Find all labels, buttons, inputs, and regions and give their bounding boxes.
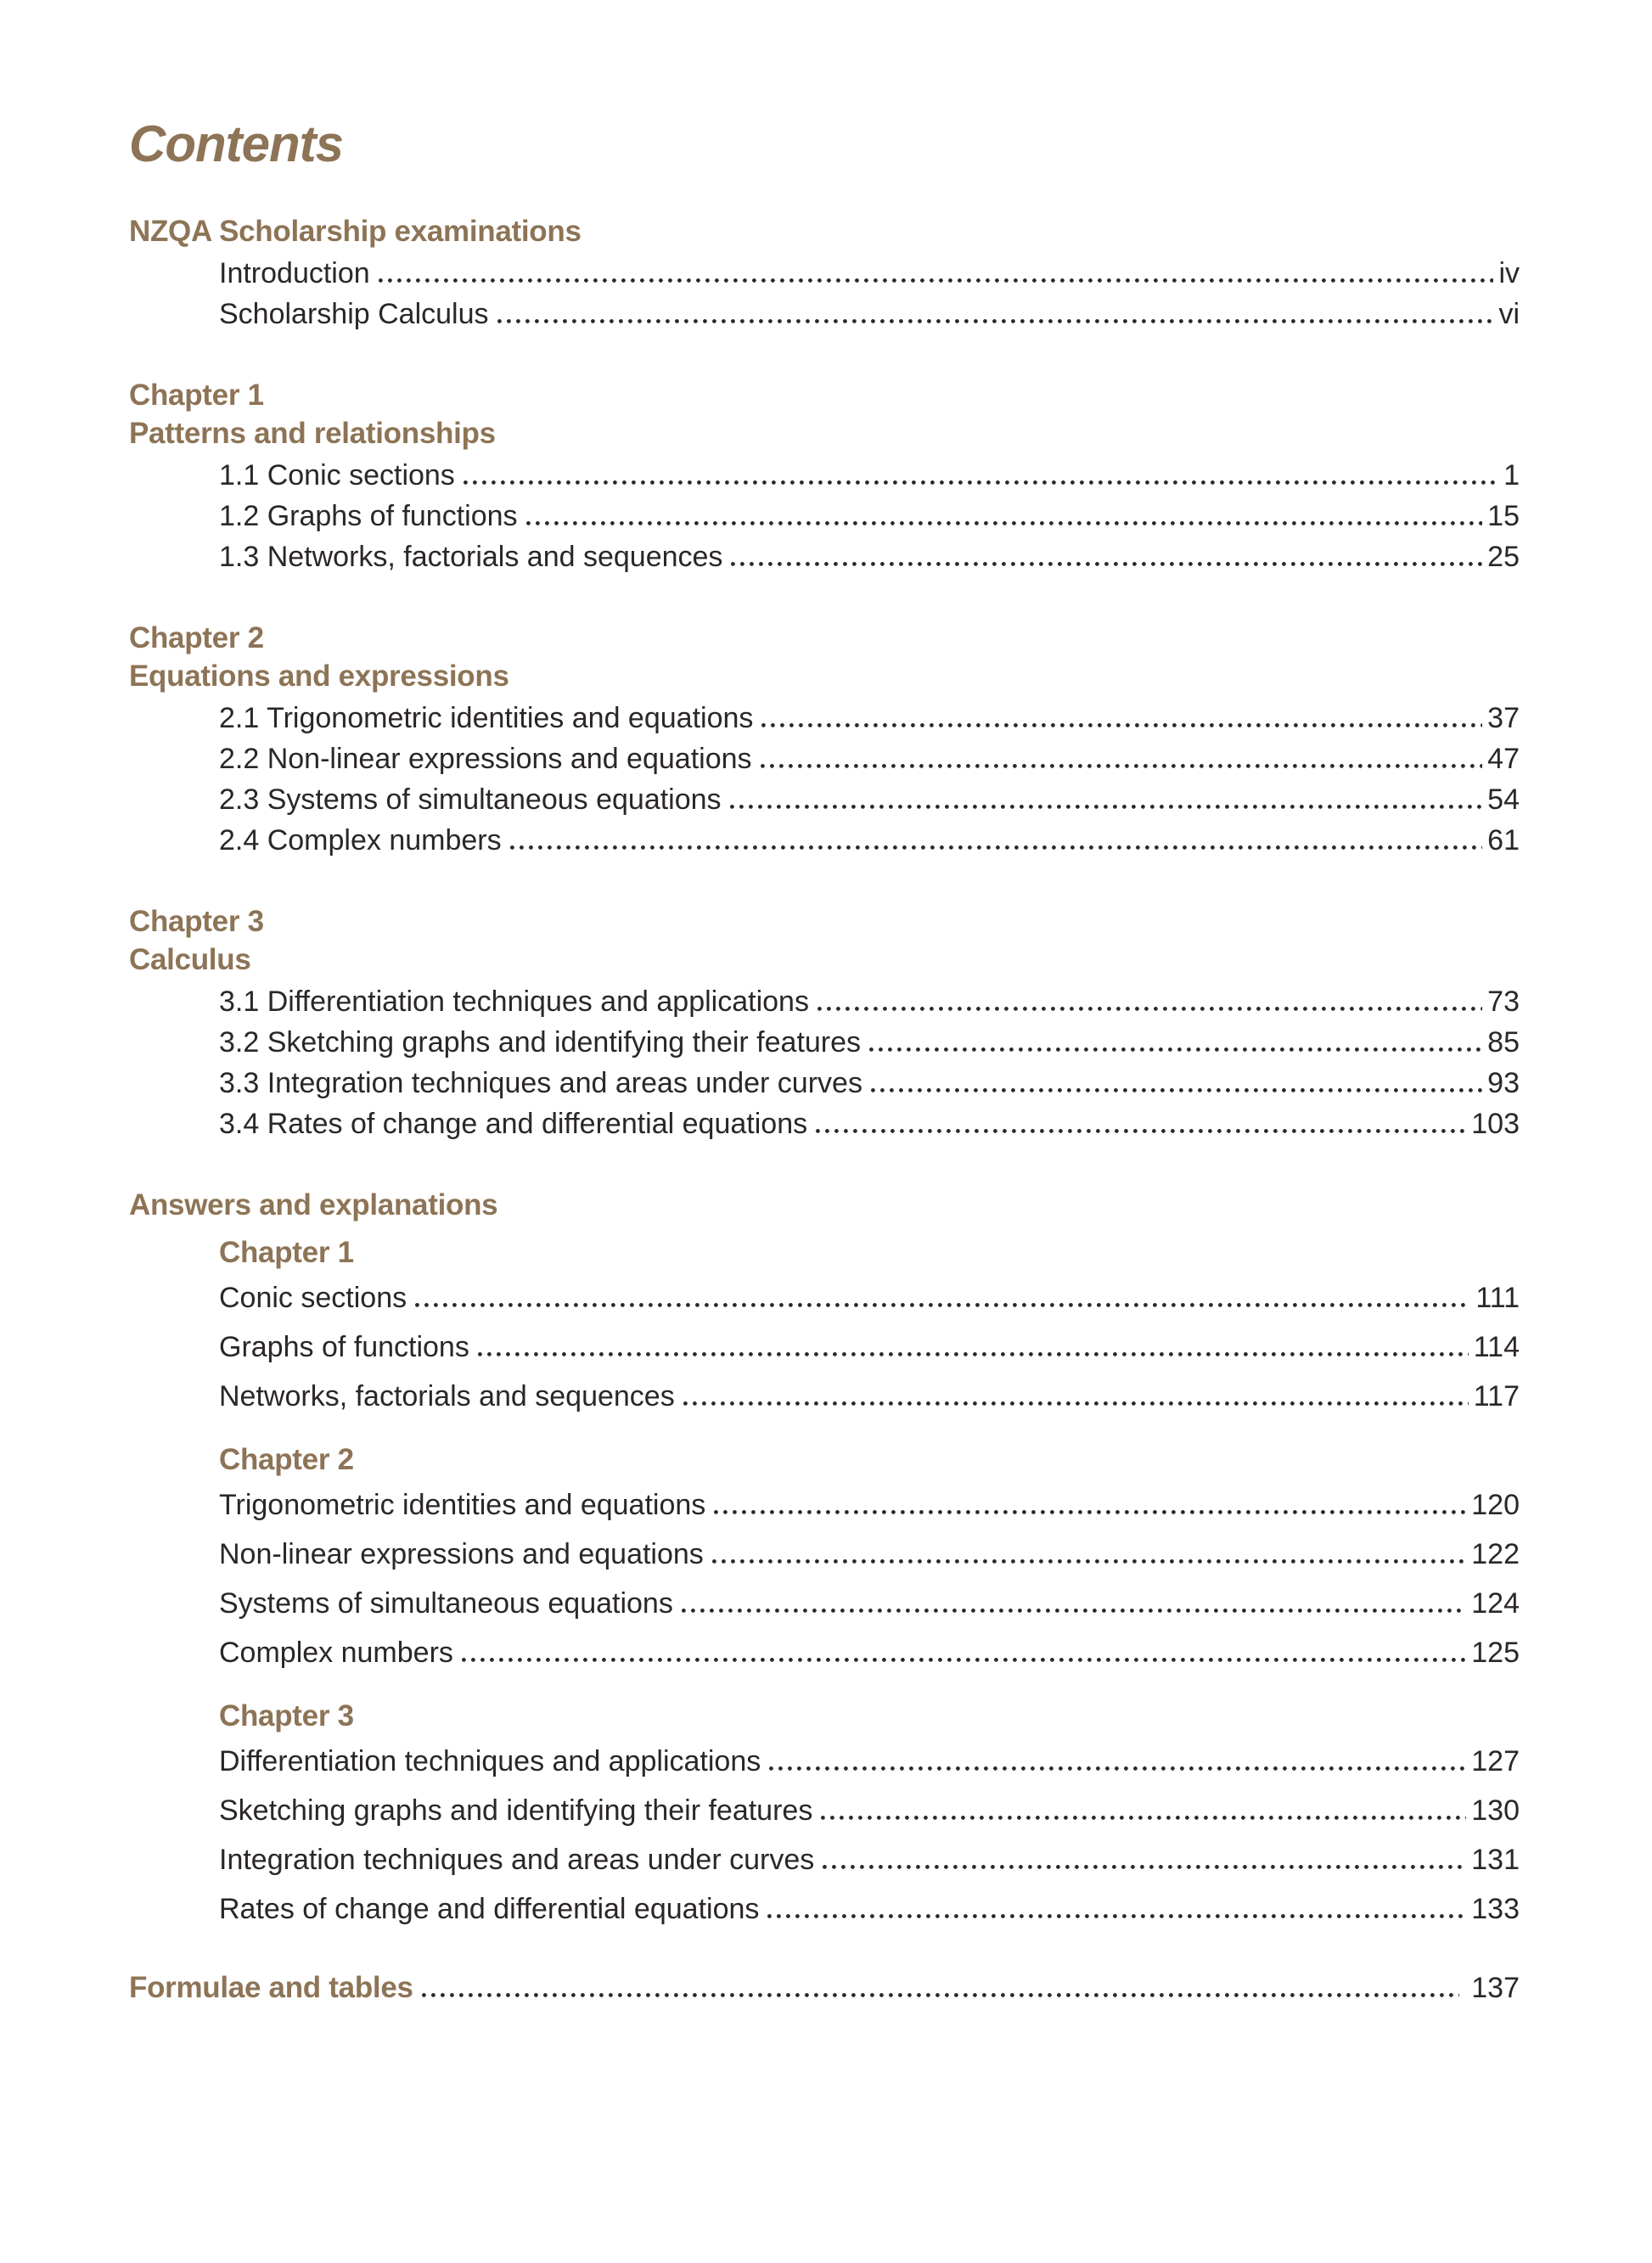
chapter-heading-line: Chapter 2: [129, 621, 264, 654]
dot-leader: [821, 1816, 1466, 1820]
dot-leader: [730, 805, 1483, 809]
toc-entry: [219, 259, 1520, 288]
section-answers: [129, 1186, 1520, 1923]
dot-leader: [379, 278, 1494, 283]
toc-entry-label: Integration techniques and areas under curves: [219, 1844, 815, 1876]
dot-leader: [510, 845, 1483, 850]
dot-leader: [462, 1658, 1466, 1662]
dot-leader: [464, 480, 1498, 485]
toc-entry-label: 1.3 Networks, factorials and sequences: [219, 541, 723, 573]
toc-entry-page: 111: [1475, 1282, 1520, 1314]
toc-entry-page: 47: [1487, 743, 1520, 775]
toc-entry-page: 25: [1487, 541, 1520, 573]
dot-leader: [714, 1510, 1466, 1514]
section-heading: NZQA Scholarship examinations: [129, 215, 582, 248]
toc-entry-page: vi: [1498, 298, 1520, 330]
section-front-matter: [129, 212, 1520, 328]
section-entries: [129, 987, 1520, 1138]
dot-leader: [415, 1303, 1470, 1307]
toc-entry-page: 125: [1471, 1637, 1520, 1669]
dot-leader: [761, 723, 1482, 727]
toc-entry-page: iv: [1498, 257, 1520, 289]
dot-leader: [526, 521, 1483, 525]
dot-leader: [761, 764, 1483, 768]
toc-entry: [219, 1747, 1520, 1776]
toc-entry-page: 54: [1487, 783, 1520, 816]
toc-entry: [219, 1638, 1520, 1667]
toc-entry-page: 131: [1471, 1844, 1520, 1876]
toc-entry-page: 1: [1503, 459, 1520, 491]
answers-group-chapter-2: [129, 1443, 1520, 1667]
answers-group-chapter-3: [129, 1699, 1520, 1923]
toc-entry-page: 73: [1487, 986, 1520, 1018]
dot-leader: [823, 1865, 1466, 1869]
toc-entry: [219, 542, 1520, 571]
toc-entry: [219, 1589, 1520, 1618]
chapter-heading-line: Patterns and relationships: [129, 417, 496, 450]
dot-leader: [478, 1352, 1469, 1356]
toc-entry-page: 133: [1471, 1893, 1520, 1925]
toc-entry-page: 103: [1471, 1108, 1520, 1140]
chapter-heading-line: Calculus: [129, 943, 251, 976]
section-chapter-3: [129, 902, 1520, 1138]
answers-group-chapter-1: [129, 1236, 1520, 1411]
answers-heading: Answers and explanations: [129, 1188, 498, 1221]
toc-entry-page: 130: [1471, 1794, 1520, 1827]
page-title: Contents: [129, 115, 343, 172]
dot-leader: [682, 1609, 1466, 1613]
toc-entry-label: 1.1 Conic sections: [219, 459, 455, 491]
toc-entry: [219, 502, 1520, 531]
toc-entry: [219, 1895, 1520, 1923]
toc-entry-page: 114: [1473, 1331, 1520, 1363]
toc-entry: [219, 1382, 1520, 1411]
toc-entry-label: 2.3 Systems of simultaneous equations: [219, 783, 722, 816]
toc-entry-label: Introduction: [219, 257, 370, 289]
toc-entry-label: Trigonometric identities and equations: [219, 1489, 706, 1521]
toc-entry: [219, 1540, 1520, 1569]
toc-entry-page: 117: [1473, 1380, 1520, 1412]
answers-group-heading: Chapter 1: [219, 1236, 354, 1269]
toc-entry: [219, 826, 1520, 855]
dot-leader: [816, 1129, 1466, 1133]
toc-entry-label: 1.2 Graphs of functions: [219, 500, 518, 532]
dot-leader: [818, 1007, 1482, 1011]
formulae-page: 137: [1471, 1972, 1520, 2004]
toc-entry-page: 120: [1471, 1489, 1520, 1521]
toc-entry-label: Sketching graphs and identifying their features: [219, 1794, 813, 1827]
toc-entry-label: 3.4 Rates of change and differential equations: [219, 1108, 808, 1140]
toc-entry-label: 3.2 Sketching graphs and identifying their features: [219, 1026, 862, 1058]
section-entries: [129, 704, 1520, 855]
toc-entry: [219, 1028, 1520, 1057]
toc-entry: [219, 1109, 1520, 1138]
toc-entry-page: 61: [1487, 824, 1520, 856]
dot-leader: [683, 1401, 1469, 1406]
toc-entry: [219, 300, 1520, 328]
dot-leader: [767, 1914, 1466, 1918]
toc-entry-label: Systems of simultaneous equations: [219, 1587, 673, 1620]
toc-entry: [219, 1491, 1520, 1519]
toc-entry: [219, 744, 1520, 773]
toc-entry: [219, 987, 1520, 1016]
toc-entry-label: Differentiation techniques and applications: [219, 1745, 761, 1777]
toc-entry-page: 124: [1471, 1587, 1520, 1620]
toc-entry-label: Scholarship Calculus: [219, 298, 489, 330]
toc-entry-label: 2.4 Complex numbers: [219, 824, 502, 856]
chapter-heading-line: Chapter 3: [129, 905, 264, 938]
dot-leader: [731, 562, 1482, 566]
toc-entry-label: Networks, factorials and sequences: [219, 1380, 675, 1412]
toc-entry: [219, 1845, 1520, 1874]
answers-group-heading: Chapter 2: [219, 1443, 354, 1476]
toc-entry-label: 3.3 Integration techniques and areas under curves: [219, 1067, 863, 1099]
toc-entry-page: 15: [1487, 500, 1520, 532]
toc-entry: [219, 1283, 1520, 1312]
toc-entry-label: Graphs of functions: [219, 1331, 469, 1363]
dot-leader: [497, 319, 1494, 323]
toc-entry: [219, 1333, 1520, 1362]
toc-entry-label: 3.1 Differentiation techniques and applications: [219, 986, 809, 1018]
toc-entry-label: 2.2 Non-linear expressions and equations: [219, 743, 752, 775]
section-chapter-2: [129, 619, 1520, 855]
toc-entry-label: Rates of change and differential equations: [219, 1893, 760, 1925]
formulae-and-tables-entry: [129, 1971, 1520, 2005]
section-entries: [129, 461, 1520, 571]
section-entries: [129, 259, 1520, 328]
chapter-heading-line: Equations and expressions: [129, 660, 509, 693]
toc-entry-page: 122: [1471, 1538, 1520, 1570]
dot-leader: [769, 1766, 1466, 1771]
toc-entry: [219, 461, 1520, 490]
dot-leader: [712, 1559, 1466, 1564]
section-chapter-1: [129, 376, 1520, 571]
dot-leader: [422, 1993, 1460, 1997]
toc-entry: [219, 785, 1520, 814]
dot-leader: [871, 1088, 1482, 1092]
toc-entry-label: Complex numbers: [219, 1637, 453, 1669]
toc-entry: [219, 1069, 1520, 1098]
toc-entry: [219, 704, 1520, 733]
dot-leader: [869, 1047, 1482, 1052]
formulae-label: Formulae and tables: [129, 1971, 413, 2004]
toc-entry-label: Non-linear expressions and equations: [219, 1538, 704, 1570]
toc-entry-page: 127: [1471, 1745, 1520, 1777]
answers-group-heading: Chapter 3: [219, 1699, 354, 1732]
toc-entry-label: 2.1 Trigonometric identities and equations: [219, 702, 754, 734]
toc-entry-label: Conic sections: [219, 1282, 407, 1314]
toc-entry-page: 93: [1487, 1067, 1520, 1099]
toc-entry-page: 85: [1487, 1026, 1520, 1058]
toc-entry-page: 37: [1487, 702, 1520, 734]
chapter-heading-line: Chapter 1: [129, 379, 264, 412]
toc-entry: [219, 1796, 1520, 1825]
